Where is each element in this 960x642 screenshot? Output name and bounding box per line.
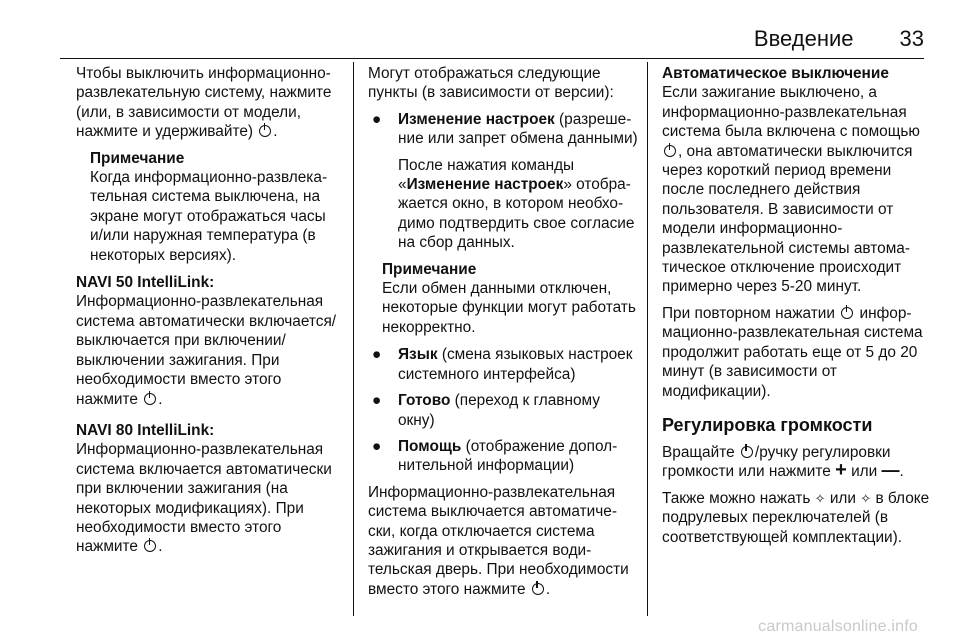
repeat-press-text: При повторном нажатии информационно-развлекательная система продолжит работать еще от 5 до 20 минут (в зависимости от модификации). <box>662 304 923 400</box>
note-text: Когда информационно-развлекательная система выключена, на экране могут отображаться часы и/или наружная температура (в некоторых версиях). <box>90 169 328 264</box>
navi50-text: Информационно-развлекательная система автоматически включается/выключается при включении/выключении зажигания. При необходимости вместо этого нажмите . <box>76 293 337 408</box>
options-intro: Могут отображаться следующие пункты (в зависимости от версии): <box>368 65 614 102</box>
bullet-icon: ● <box>372 110 382 128</box>
note-title: Примечание <box>90 149 185 167</box>
auto-off-text: Если зажигание выключено, а информационно-развлекательная система была включена с помощью , она автоматически выключится через короткий период времени после последнего действия пользователя. В зависимости от модели информационно-развлекательной системы автоматическое отключение происходит примерно через 5-20 минут. <box>662 84 920 296</box>
header-rule <box>60 58 924 59</box>
list-item: ● Помощь (отображение дополнительной информации) <box>372 437 618 475</box>
column-2 <box>368 64 638 606</box>
auto-off-paragraph: Информационно-развлекательная система выключается автоматически, когда отключается система зажигания и открывается водительская дверь. При необходимости вместо этого нажмите . <box>368 483 629 598</box>
navi80-heading: NAVI 80 IntelliLink: <box>76 421 215 439</box>
list-item: ● Язык (смена языковых настроек системного интерфейса) <box>372 346 633 383</box>
list-item: ● Изменение настроек (разрешение или запрет обмена данными) <box>372 110 638 148</box>
plus-icon: + <box>835 459 847 482</box>
volume-text-1: Вращайте /ручку регулировки громкости или нажмите + или —. <box>662 443 904 482</box>
watermark: carmanualsonline.info <box>758 618 918 635</box>
power-icon <box>664 145 676 157</box>
bullet-icon: ● <box>372 346 382 364</box>
column-3 <box>662 64 932 554</box>
bullet-icon: ● <box>372 437 382 455</box>
page-title: Введение <box>753 26 854 51</box>
volume-up-icon: ✧ <box>814 490 826 506</box>
volume-down-icon: ✧ <box>860 490 872 506</box>
power-icon <box>144 393 156 405</box>
page-header <box>754 26 924 52</box>
page-number: 33 <box>899 26 924 51</box>
power-icon <box>144 540 156 552</box>
column-1 <box>76 64 338 564</box>
intro-paragraph: Чтобы выключить информационно-развлекательную систему, нажмите (или, в зависимости от модели, нажмите и удерживайте) . <box>76 65 332 141</box>
note-title: Примечание <box>382 260 477 278</box>
bullet-icon: ● <box>372 392 382 410</box>
list-item-detail: После нажатия команды «Изменение настроек» отображается окно, в котором необходимо подтвердить свое согласие на сбор данных. <box>398 156 635 252</box>
volume-heading: Регулировка громкости <box>662 414 873 435</box>
volume-text-2: Также можно нажать ✧ или ✧ в блоке подрулевых переключателей (в соответствующей комплектации). <box>662 489 930 546</box>
note-block <box>368 260 638 338</box>
navi50-heading: NAVI 50 IntelliLink: <box>76 274 215 292</box>
minus-icon: — <box>881 460 900 481</box>
navi80-text: Информационно-развлекательная система включается автоматически при включении зажигания (на некоторых модификациях). При необходимости вместо этого нажмите . <box>76 441 332 556</box>
list-item: ● Готово (переход к главному окну) <box>372 392 600 429</box>
note-block <box>76 149 338 265</box>
column-divider-1 <box>353 62 354 616</box>
power-icon <box>259 125 271 137</box>
power-icon <box>741 446 753 458</box>
power-icon <box>841 307 853 319</box>
auto-off-heading: Автоматическое выключение <box>662 65 889 82</box>
power-icon <box>532 583 544 595</box>
column-divider-2 <box>647 62 648 616</box>
note-text: Если обмен данными отключен, некоторые функции могут работать некорректно. <box>382 280 636 336</box>
